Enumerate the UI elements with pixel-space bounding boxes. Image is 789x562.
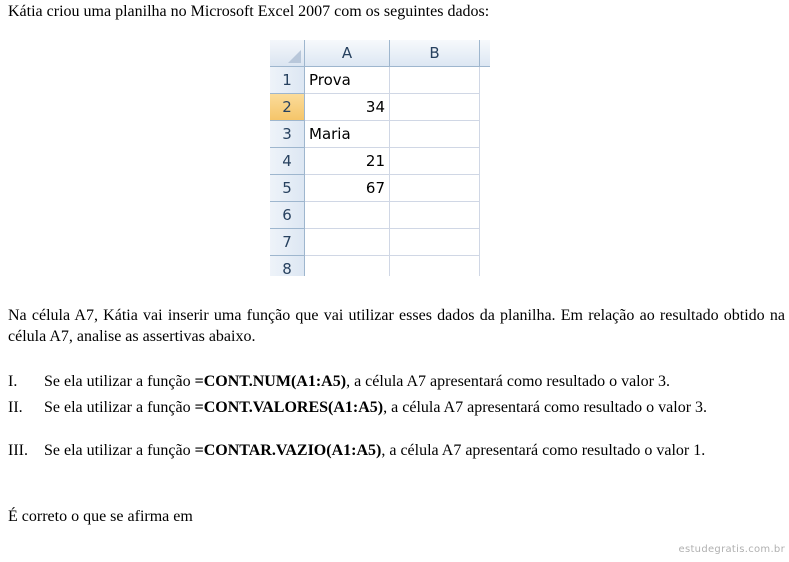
closing-question: É correto o que se afirma em: [8, 508, 193, 525]
cell-b1: [390, 67, 480, 94]
assertion-text-after: , a célula A7 apresentará como resultado o valor 1.: [381, 442, 706, 459]
cell-a1: Prova: [305, 67, 390, 94]
assertion-number: III.: [8, 442, 28, 459]
cell-a5: 67: [305, 175, 390, 202]
column-header-row: [270, 40, 490, 67]
cell-b3: [390, 121, 480, 148]
column-header-b: B: [390, 40, 480, 67]
cell-b5: [390, 175, 480, 202]
assertion-text-before: Se ela utilizar a função: [44, 399, 195, 416]
column-header-a: A: [305, 40, 390, 67]
cell-a2: 34: [305, 94, 390, 121]
assertion-text: [44, 440, 785, 461]
watermark-text: estudegratis.com.br: [678, 544, 785, 555]
sheet-row: [270, 256, 490, 276]
cell-b4: [390, 148, 480, 175]
cell-a8: [305, 256, 390, 276]
cell-a4: 21: [305, 148, 390, 175]
intro-text: Kátia criou uma planilha no Microsoft Excel 2007 com os seguintes dados:: [8, 3, 490, 20]
cell-b6: [390, 202, 480, 229]
row-header: 1: [270, 67, 305, 94]
cell-b8: [390, 256, 480, 276]
row-header: 4: [270, 148, 305, 175]
cell-a3: Maria: [305, 121, 390, 148]
assertion-number: I.: [8, 373, 18, 390]
cell-b7: [390, 229, 480, 256]
row-header: 5: [270, 175, 305, 202]
select-all-corner: [270, 40, 305, 67]
cell-a7: [305, 229, 390, 256]
question-paragraph: Na célula A7, Kátia vai inserir uma função que vai utilizar esses dados da planilha. Em relação ao resultado obtido na célula A7, analise as assertivas abaixo.: [8, 307, 785, 345]
assertion-formula: =CONT.NUM(A1:A5): [194, 373, 347, 390]
sheet-row: [270, 202, 490, 229]
assertion-text-after: , a célula A7 apresentará como resultado o valor 3.: [383, 399, 708, 416]
assertion-number: II.: [8, 399, 23, 416]
assertion-text-before: Se ela utilizar a função: [44, 442, 195, 459]
cell-b2: [390, 94, 480, 121]
row-header: 8: [270, 256, 305, 276]
row-header: 7: [270, 229, 305, 256]
assertion-item: [8, 397, 785, 418]
assertion-formula: =CONT.VALORES(A1:A5): [194, 399, 384, 416]
column-header-c: [480, 40, 490, 67]
assertion-text-after: , a célula A7 apresentará como resultado o valor 3.: [346, 373, 670, 390]
assertion-item: [8, 440, 785, 461]
assertion-text: [44, 397, 785, 418]
sheet-row: [270, 121, 490, 148]
assertion-item: [8, 371, 785, 392]
sheet-row: [270, 148, 490, 175]
row-header-selected: 2: [270, 94, 305, 121]
sheet-row: [270, 175, 490, 202]
sheet-row: [270, 229, 490, 256]
assertion-text: [44, 371, 785, 392]
spreadsheet-image: [270, 40, 490, 276]
assertion-formula: =CONTAR.VAZIO(A1:A5): [194, 442, 382, 459]
row-header: 3: [270, 121, 305, 148]
assertion-text-before: Se ela utilizar a função: [44, 373, 195, 390]
row-header: 6: [270, 202, 305, 229]
sheet-row: [270, 94, 490, 121]
sheet-row: [270, 67, 490, 94]
cell-a6: [305, 202, 390, 229]
